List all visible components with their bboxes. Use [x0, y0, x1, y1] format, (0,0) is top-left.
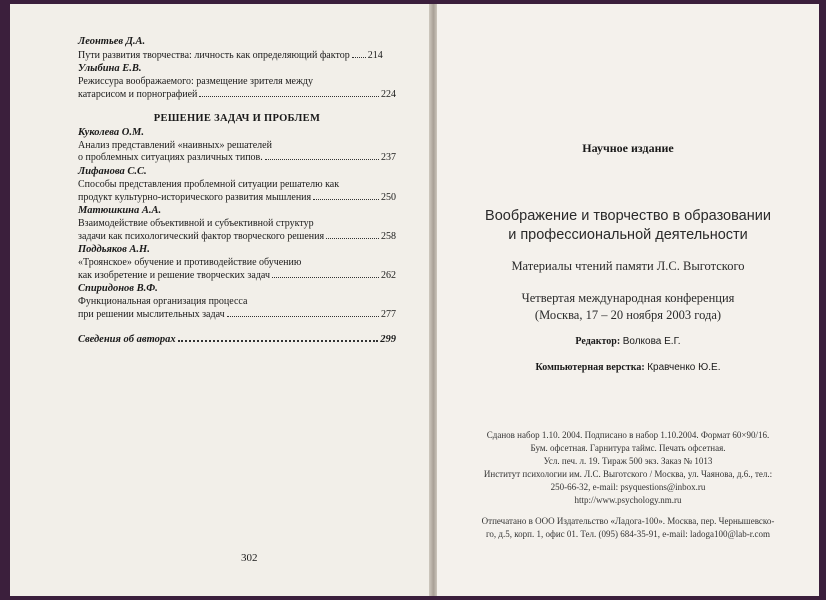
toc-title-line: Способы представления проблемной ситуации решателю как: [78, 179, 340, 190]
toc-author: Улыбина Е.В.: [78, 63, 142, 74]
toc-about-label: Сведения об авторах: [78, 334, 176, 345]
toc-page-ref: 277: [381, 309, 396, 320]
toc-author: Куколева О.М.: [78, 127, 144, 138]
toc-title-line: как изобретение и решение творческих задач: [78, 270, 270, 281]
toc-page-ref: 237: [381, 152, 396, 163]
toc-title-line: «Троянское» обучение и противодействие обучению: [78, 257, 302, 268]
toc-page-ref: 214: [367, 50, 383, 61]
toc-entry: [78, 192, 396, 203]
toc-leader: [227, 316, 379, 317]
toc-leader: [326, 238, 379, 239]
toc-entry: [78, 89, 396, 100]
toc-about-authors: [78, 334, 396, 345]
toc-author: Лифанова С.С.: [78, 166, 147, 177]
toc-leader: [352, 57, 366, 58]
toc-title-line: Взаимодействие объективной и субъективной структур: [78, 218, 314, 229]
toc-leader: [178, 340, 379, 342]
imprint-line: http://www.psychology.nm.ru: [574, 495, 682, 505]
toc-author: Спиридонов В.Ф.: [78, 283, 158, 294]
toc-title-line: Функциональная организация процесса: [78, 296, 248, 307]
toc-leader: [272, 277, 379, 278]
toc-page-ref: 262: [381, 270, 396, 281]
toc-title-line: Пути развития творчества: личность как определяющий фактор: [78, 50, 350, 61]
toc-leader: [313, 199, 379, 200]
editor-name: Волкова Е.Г.: [622, 336, 681, 347]
book-title-line: и профессиональной деятельности: [508, 227, 748, 243]
toc-leader: [199, 96, 379, 97]
toc-page-ref: 224: [381, 89, 396, 100]
toc-page-ref: 258: [381, 231, 396, 242]
layout-name: Кравченко Ю.Е.: [647, 362, 721, 373]
toc-title-line: о проблемных ситуациях различных типов.: [78, 152, 263, 163]
editor-credit: [437, 336, 819, 347]
page-number: 302: [241, 552, 258, 564]
toc-title-line: Режиссура воображаемого: размещение зрителя между: [78, 76, 313, 87]
editor-label: Редактор:: [575, 336, 621, 347]
toc-entry: [78, 152, 396, 163]
book-title-line: Воображение и творчество в образовании: [485, 208, 771, 224]
toc-title-line: продукт культурно-исторического развития мышления: [78, 192, 312, 203]
toc-section-heading: РЕШЕНИЕ ЗАДАЧ И ПРОБЛЕМ: [153, 113, 321, 124]
imprint-line: Сданов набор 1.10. 2004. Подписано в набор 1.10.2004. Формат 60×90/16.: [486, 430, 770, 440]
toc-page-ref: 250: [381, 192, 396, 203]
conference-line: Четвертая международная конференция: [521, 291, 735, 305]
imprint-line: Бум. офсетная. Гарнитура таймс. Печать офсетная.: [530, 443, 726, 453]
toc-title-line: задачи как психологический фактор творческого решения: [78, 231, 325, 242]
toc-entry: [78, 50, 396, 61]
toc-page-ref: 299: [380, 334, 396, 345]
imprint-line: Институт психологии им. Л.С. Выготского / Москва, ул. Чаянова, д.6., тел.:: [483, 469, 773, 479]
toc-leader: [265, 159, 379, 160]
toc-title-line: катарсисом и порнографией: [78, 89, 198, 100]
toc-author: Леонтьев Д.А.: [78, 36, 146, 47]
book-subtitle: Материалы чтений памяти Л.С. Выготского: [511, 259, 745, 273]
imprint-line: Усл. печ. л. 19. Тираж 500 экз. Заказ № 1013: [543, 456, 713, 466]
toc-author: Поддьяков А.Н.: [78, 244, 150, 255]
edition-type: Научное издание: [582, 141, 674, 155]
toc-entry: [78, 309, 396, 320]
conference-dates: (Москва, 17 – 20 ноября 2003 года): [534, 308, 722, 322]
toc-author: Матюшкина А.А.: [78, 205, 162, 216]
imprint-line: 250-66-32, e-mail: psyquestions@inbox.ru: [550, 482, 706, 492]
toc-entry: [78, 231, 396, 242]
printer-line: Отпечатано в ООО Издательство «Ладога-100». Москва, пер. Чернышевско-: [481, 516, 775, 526]
layout-label: Компьютерная верстка:: [535, 362, 645, 373]
toc-title-line: при решении мыслительных задач: [78, 309, 225, 320]
toc-entry: [78, 270, 396, 281]
layout-credit: [437, 362, 819, 373]
printer-line: го, д.5, корп. 1, офис 01. Тел. (095) 684-35-91, e-mail: ladoga100@lab-r.com: [485, 529, 771, 539]
toc-title-line: Анализ представлений «наивных» решателей: [78, 140, 272, 151]
